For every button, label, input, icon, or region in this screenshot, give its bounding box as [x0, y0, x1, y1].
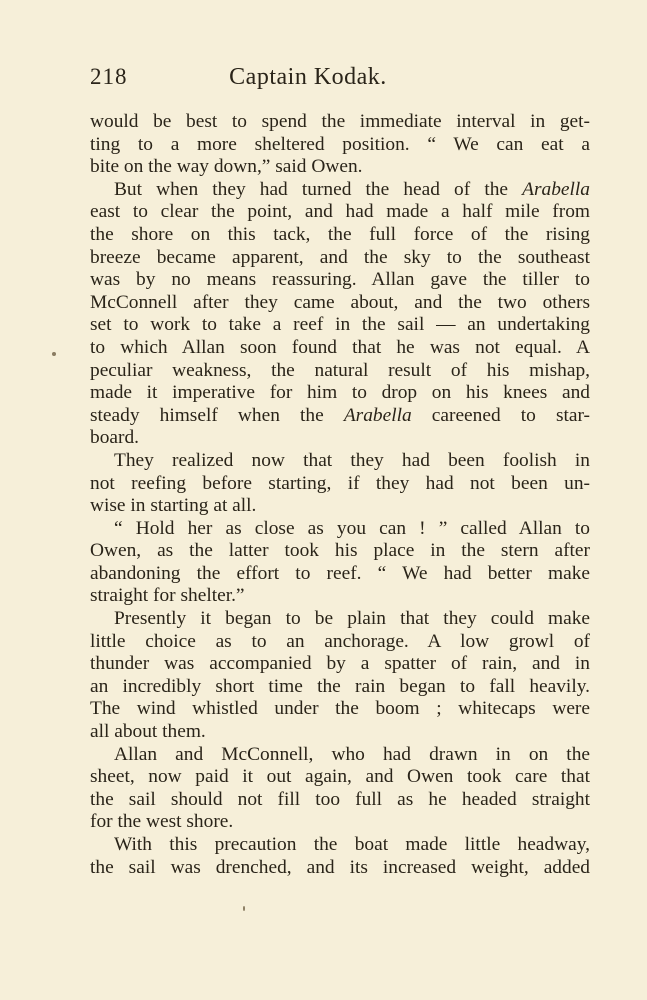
- text-line: “ Hold her as close as you can ! ” called Allan to: [114, 517, 590, 539]
- text-line: straight for shelter.”: [90, 585, 245, 607]
- text-line: abandoning the effort to reef. “ We had better make: [90, 562, 590, 584]
- text-line: the sail was drenched, and its increased weight, added: [90, 856, 590, 878]
- paper-speck: [52, 352, 56, 356]
- text-line: would be best to spend the immediate interval in get-: [90, 111, 590, 132]
- text-line: McConnell after they came about, and the two others: [90, 291, 590, 313]
- text-line: breeze became apparent, and the sky to the southeast: [90, 246, 590, 268]
- text-line: peculiar weakness, the natural result of his mishap,: [90, 359, 590, 381]
- text-line: the shore on this tack, the full force of the rising: [90, 223, 590, 245]
- text-line: all about them.: [90, 721, 206, 743]
- text-line: wise in starting at all.: [90, 495, 257, 517]
- running-header: [90, 64, 590, 94]
- text-line: not reefing before starting, if they had not been un-: [90, 472, 590, 494]
- text-line: ting to a more sheltered position. “ We can eat a: [90, 133, 590, 155]
- text-line: board.: [90, 427, 139, 449]
- paper-speck: [243, 906, 245, 911]
- text-line: Presently it began to be plain that they could make: [114, 608, 590, 630]
- text-line: set to work to take a reef in the sail — an undertaking: [90, 314, 590, 336]
- text-line: to which Allan soon found that he was not equal. A: [90, 336, 590, 358]
- text-line: was by no means reassuring. Allan gave the tiller to: [90, 269, 590, 291]
- text-line: Owen, as the latter took his place in the stern after: [90, 540, 590, 562]
- text-line: bite on the way down,” said Owen.: [90, 156, 363, 178]
- text-line: sheet, now paid it out again, and Owen took care that: [90, 766, 590, 788]
- text-line: The wind whistled under the boom ; whitecaps were: [90, 698, 590, 720]
- text-line: But when they had turned the head of the Arabella: [114, 178, 590, 200]
- text-line: the sail should not fill too full as he headed straight: [90, 788, 590, 810]
- text-line: made it imperative for him to drop on his knees and: [90, 382, 590, 404]
- body-text: [90, 111, 590, 879]
- text-line: an incredibly short time the rain began to fall heavily.: [90, 675, 590, 697]
- text-line: for the west shore.: [90, 811, 234, 833]
- running-title: Captain Kodak.: [229, 64, 387, 90]
- text-line: With this precaution the boat made little headway,: [114, 834, 590, 855]
- text-line: They realized now that they had been foolish in: [114, 449, 590, 471]
- text-line: thunder was accompanied by a spatter of rain, and in: [90, 653, 590, 675]
- ship-name: Arabella: [343, 404, 412, 426]
- ship-name: Arabella: [522, 178, 590, 200]
- text-line: Allan and McConnell, who had drawn in on the: [114, 743, 590, 765]
- text-line: east to clear the point, and had made a half mile from: [90, 201, 590, 223]
- page-number: 218: [90, 64, 128, 89]
- text-line: steady himself when the Arabella careened to star-: [90, 404, 591, 426]
- text-line: little choice as to an anchorage. A low growl of: [90, 630, 590, 652]
